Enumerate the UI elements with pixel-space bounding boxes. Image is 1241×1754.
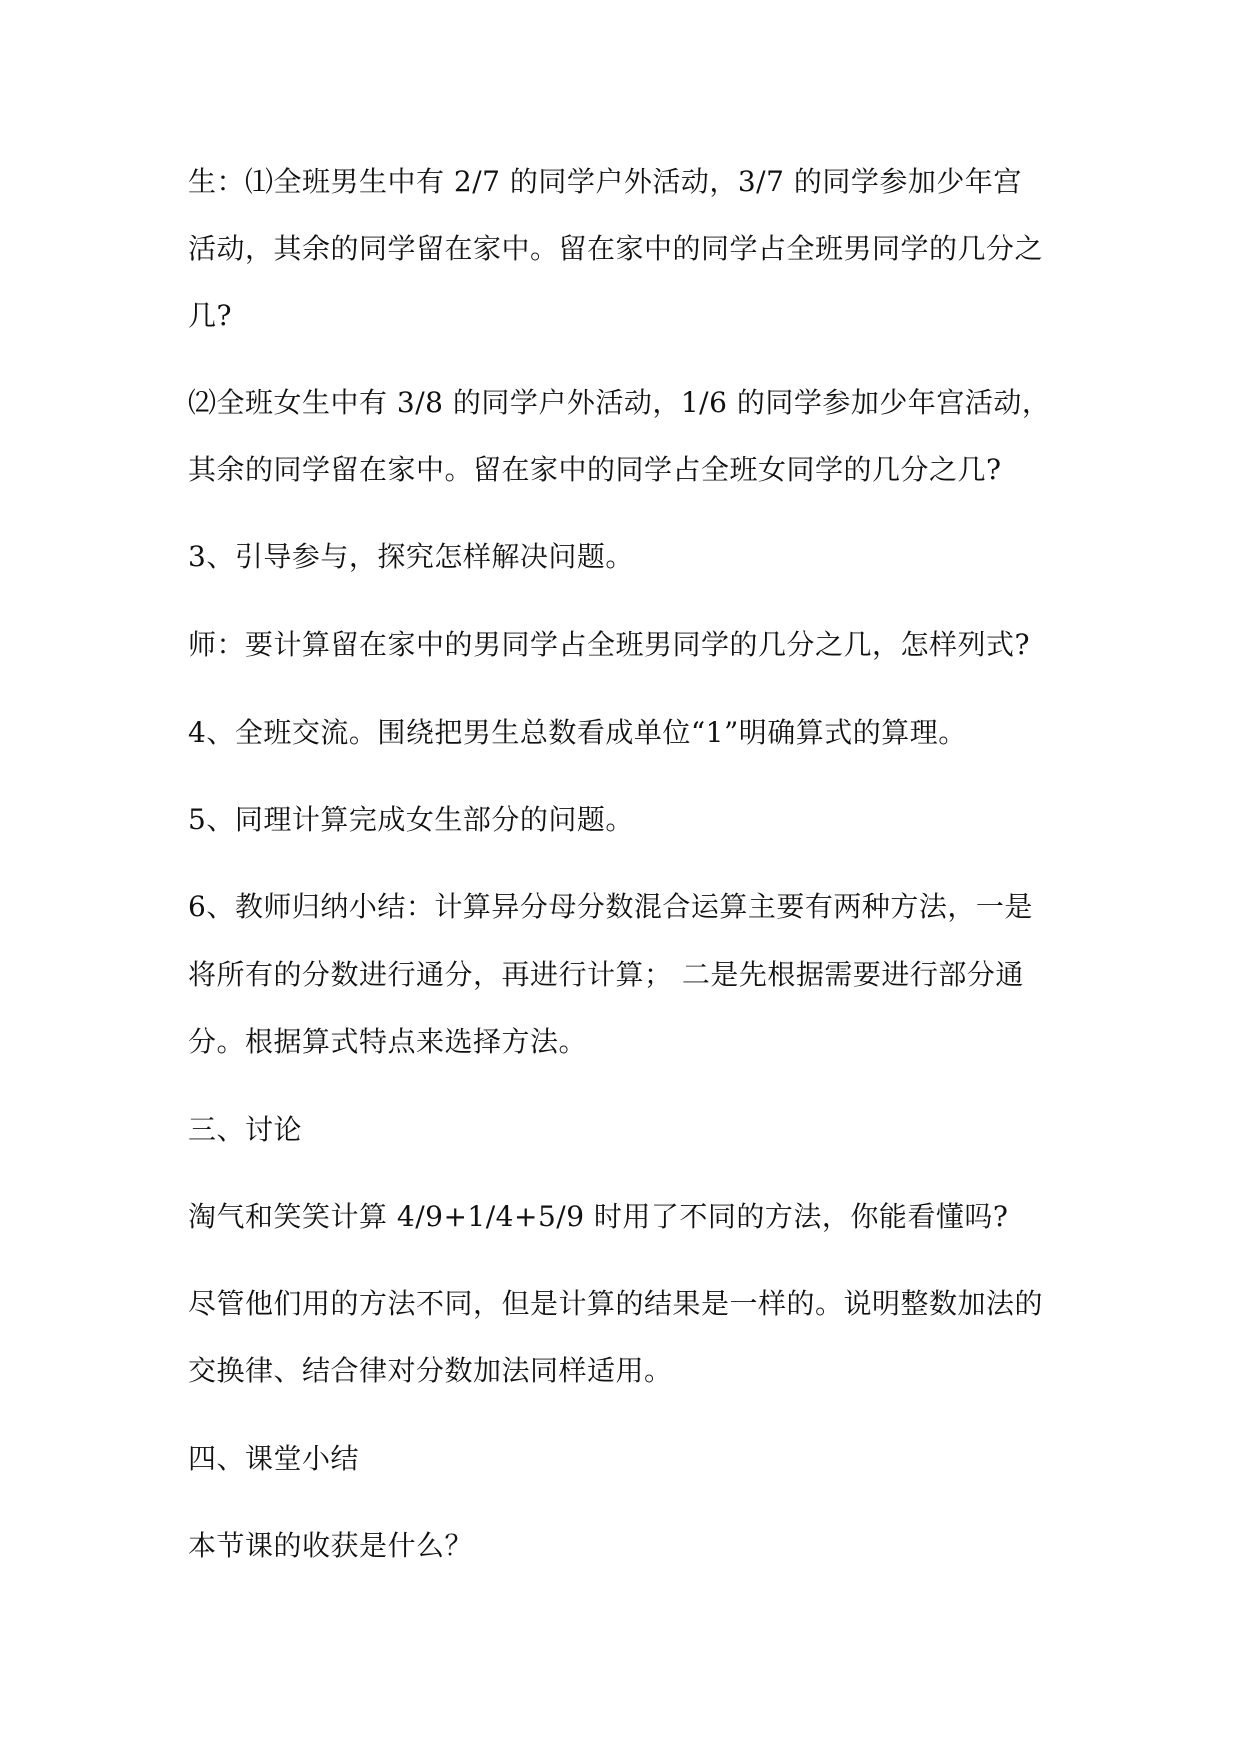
step-heading: 5、同理计算完成女生部分的问题。: [188, 803, 634, 836]
section-heading: 四、课堂小结: [188, 1442, 360, 1475]
step-heading: 3、引导参与，探究怎样解决问题。: [188, 540, 634, 573]
text-line: ⑵全班女生中有 3/8 的同学户外活动，1/6 的同学参加少年宫活动，: [188, 386, 1051, 419]
text-line: 生：⑴全班男生中有 2/7 的同学户外活动，3/7 的同学参加少年宫: [188, 165, 1022, 198]
text-line: 淘气和笑笑计算 4/9+1/4+5/9 时用了不同的方法，你能看懂吗?: [188, 1200, 1009, 1233]
step-heading: 4、全班交流。围绕把男生总数看成单位“1”明确算式的算理。: [188, 716, 967, 749]
text-line: 尽管他们用的方法不同，但是计算的结果是一样的。说明整数加法的: [188, 1287, 1044, 1320]
text-line: 几?: [188, 299, 233, 332]
text-line: 其余的同学留在家中。留在家中的同学占全班女同学的几分之几?: [188, 453, 1002, 486]
text-line: 活动，其余的同学留在家中。留在家中的同学占全班男同学的几分之: [188, 232, 1044, 265]
text-line: 交换律、结合律对分数加法同样适用。: [188, 1354, 673, 1387]
text-line: 师：要计算留在家中的男同学占全班男同学的几分之几，怎样列式?: [188, 628, 1031, 661]
text-line: 将所有的分数进行通分，再进行计算； 二是先根据需要进行部分通: [188, 958, 1024, 991]
text-line: 本节课的收获是什么？: [188, 1529, 474, 1562]
section-heading: 三、讨论: [188, 1113, 303, 1146]
text-line: 分。根据算式特点来选择方法。: [188, 1025, 588, 1058]
step-heading: 6、教师归纳小结：计算异分母分数混合运算主要有两种方法，一是: [188, 890, 1033, 923]
